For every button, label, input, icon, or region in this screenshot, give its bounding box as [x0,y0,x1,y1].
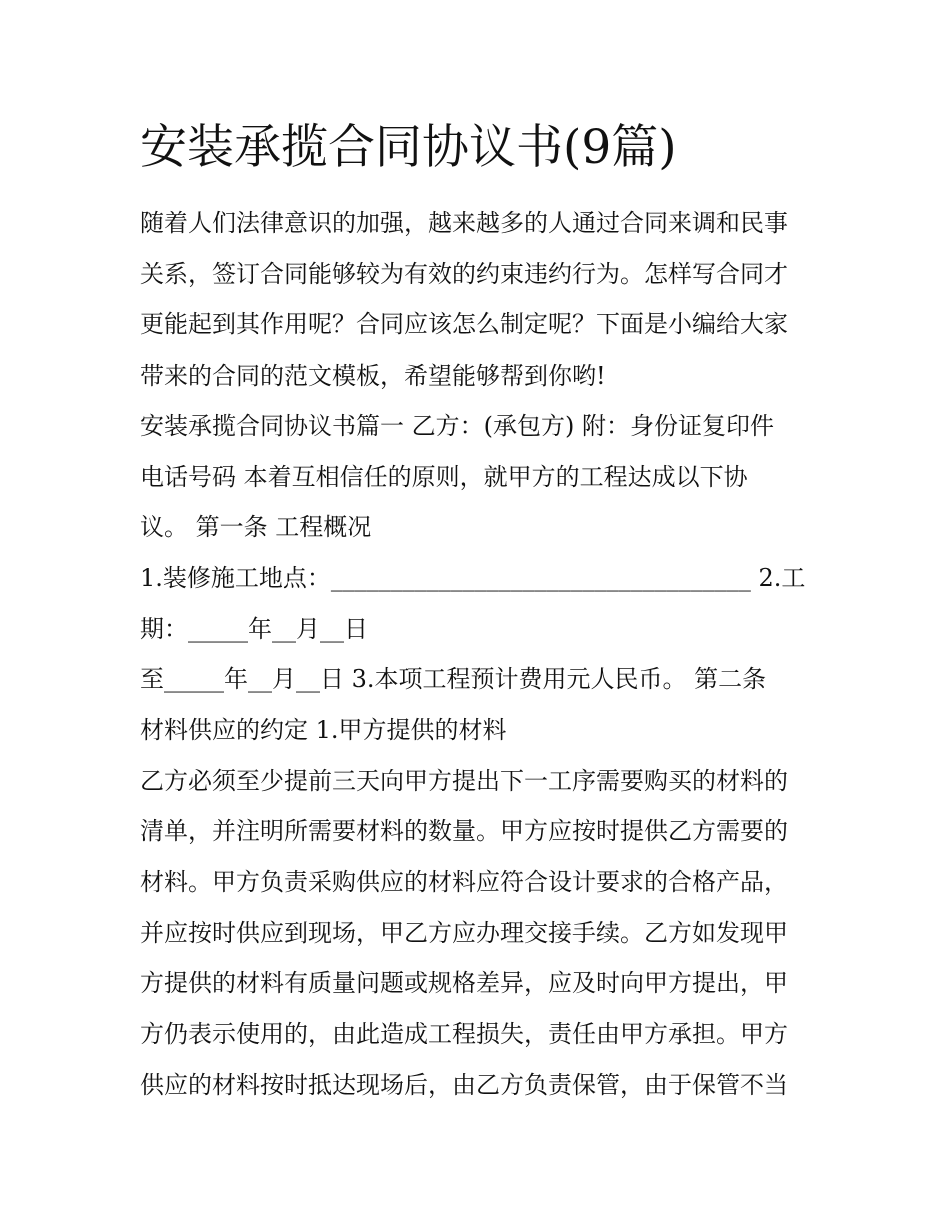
body-line: 更能起到其作用呢？合同应该怎么制定呢？下面是小编给大家 [140,310,788,338]
body-line: 关系，签订合同能够较为有效的约束违约行为。怎样写合同才 [140,260,788,288]
body-line: 乙方必须至少提前三天向甲方提出下一工序需要购买的材料的 [140,767,788,795]
body-line: 方提供的材料有质量问题或规格差异，应及时向甲方提出，甲 [140,969,788,997]
body-line: 供应的材料按时抵达现场后，由乙方负责保管，由于保管不当 [140,1071,788,1099]
body-line: 议。 第一条 工程概况 [140,513,372,541]
body-line: 1.装修施工地点：___________________________________ 2.工 [140,564,806,592]
body-line: 清单，并注明所需要材料的数量。甲方应按时提供乙方需要的 [140,817,788,845]
body-line: 安装承揽合同协议书篇一 乙方：(承包方) 附：身份证复印件 [140,412,774,440]
body-line: 方仍表示使用的，由此造成工程损失，责任由甲方承担。甲方 [140,1020,788,1048]
document-title: 安装承揽合同协议书(9篇) [140,120,677,175]
body-line: 电话号码 本着互相信任的原则，就甲方的工程达成以下协 [140,463,748,491]
body-line: 随着人们法律意识的加强，越来越多的人通过合同来调和民事 [140,209,788,237]
body-line: 材料供应的约定 1.甲方提供的材料 [140,716,507,744]
body-line: 并应按时供应到现场，甲乙方应办理交接手续。乙方如发现甲 [140,919,788,947]
body-line: 至_____年__月__日 3.本项工程预计费用元人民币。 第二条 [140,665,767,693]
body-line: 期：_____年__月__日 [140,615,368,643]
body-line: 材料。甲方负责采购供应的材料应符合设计要求的合格产品， [140,868,788,896]
body-line: 带来的合同的范文模板，希望能够帮到你哟! [140,362,606,390]
